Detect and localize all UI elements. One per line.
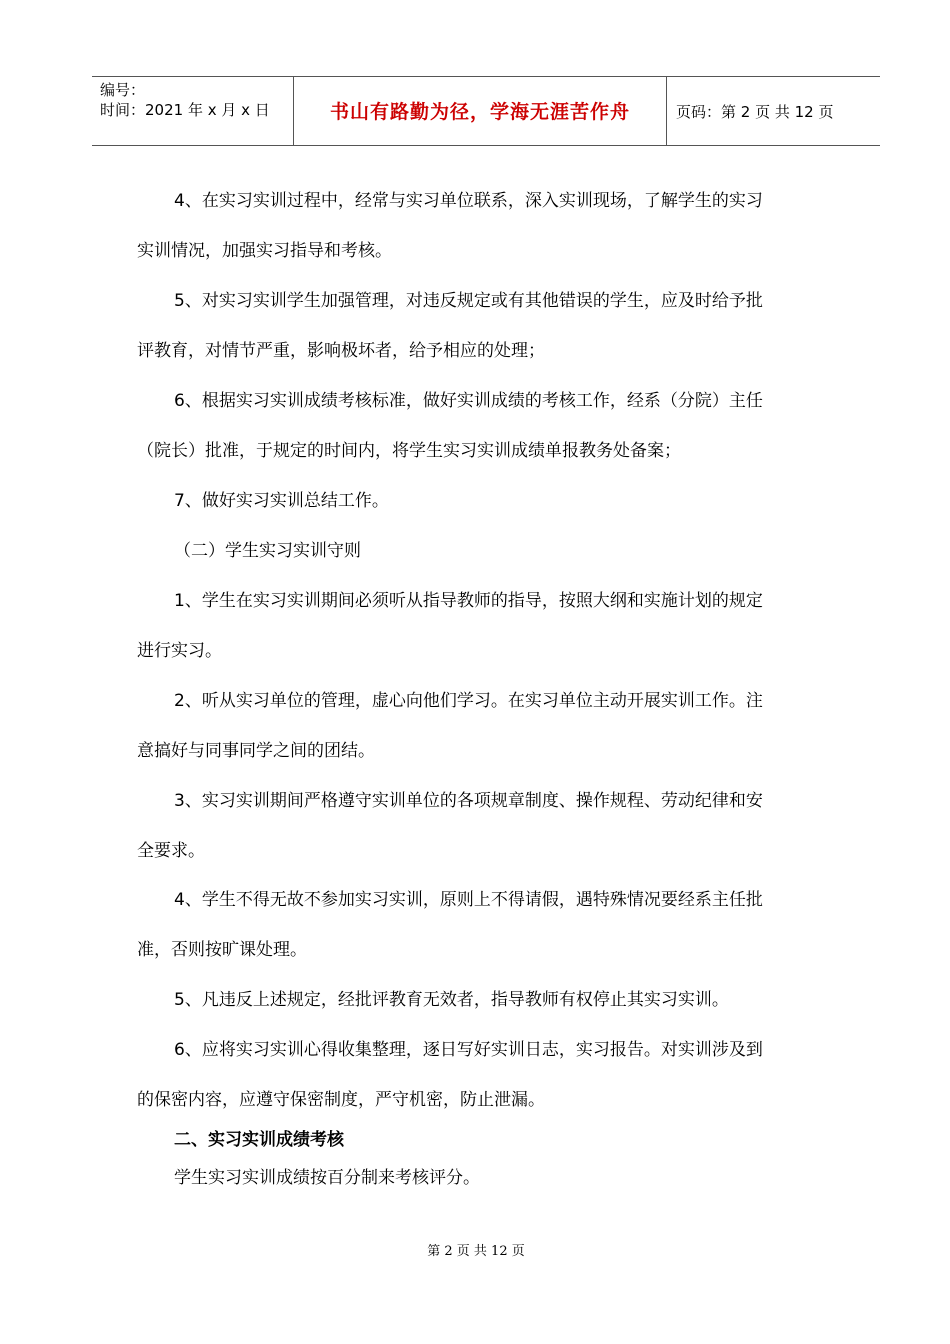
body-line: 5、凡违反上述规定，经批评教育无效者，指导教师有权停止其实习实训。	[174, 990, 729, 1010]
section-subheading: （二）学生实习实训守则	[174, 541, 361, 561]
footer-page-number: 第 2 页 共 12 页	[427, 1244, 525, 1259]
body-line: 6、根据实习实训成绩考核标准，做好实训成绩的考核工作，经系（分院）主任	[174, 391, 763, 411]
page-footer	[0, 1244, 950, 1260]
body-line: 实训情况，加强实习指导和考核。	[137, 241, 392, 261]
body-line: 进行实习。	[137, 641, 222, 661]
body-line: 意搞好与同事同学之间的团结。	[137, 741, 375, 761]
body-line: 2、听从实习单位的管理，虚心向他们学习。在实习单位主动开展实训工作。注	[174, 691, 763, 711]
page-code: 页码：第 2 页 共 12 页	[676, 103, 834, 121]
header-meta-cell	[92, 77, 292, 145]
header-motto-cell	[293, 77, 667, 145]
serial-label: 编号：	[100, 81, 146, 99]
body-line: 5、对实习实训学生加强管理，对违反规定或有其他错误的学生，应及时给予批	[174, 291, 763, 311]
body-line: 3、实习实训期间严格遵守实训单位的各项规章制度、操作规程、劳动纪律和安	[174, 791, 763, 811]
body-line: 准，否则按旷课处理。	[137, 940, 307, 960]
time-label: 时间：2021 年 x 月 x 日	[100, 101, 270, 119]
header-page-cell	[666, 77, 880, 145]
body-line: 学生实习实训成绩按百分制来考核评分。	[174, 1168, 480, 1188]
page-header	[92, 76, 880, 146]
body-line: 4、学生不得无故不参加实习实训，原则上不得请假，遇特殊情况要经系主任批	[174, 890, 763, 910]
section-heading: 二、实习实训成绩考核	[174, 1130, 344, 1150]
body-line: 1、学生在实习实训期间必须听从指导教师的指导，按照大纲和实施计划的规定	[174, 591, 763, 611]
body-line: 全要求。	[137, 841, 205, 861]
body-line: 评教育，对情节严重，影响极坏者，给予相应的处理；	[137, 341, 545, 361]
motto-text: 书山有路勤为径，学海无涯苦作舟	[329, 101, 630, 123]
body-line: 4、在实习实训过程中，经常与实习单位联系，深入实训现场，了解学生的实习	[174, 191, 763, 211]
body-line: 6、应将实习实训心得收集整理，逐日写好实训日志，实习报告。对实训涉及到	[174, 1040, 763, 1060]
body-line: 的保密内容，应遵守保密制度，严守机密，防止泄漏。	[137, 1090, 545, 1110]
body-line: （院长）批准，于规定的时间内，将学生实习实训成绩单报教务处备案；	[137, 441, 681, 461]
body-line: 7、做好实习实训总结工作。	[174, 491, 389, 511]
